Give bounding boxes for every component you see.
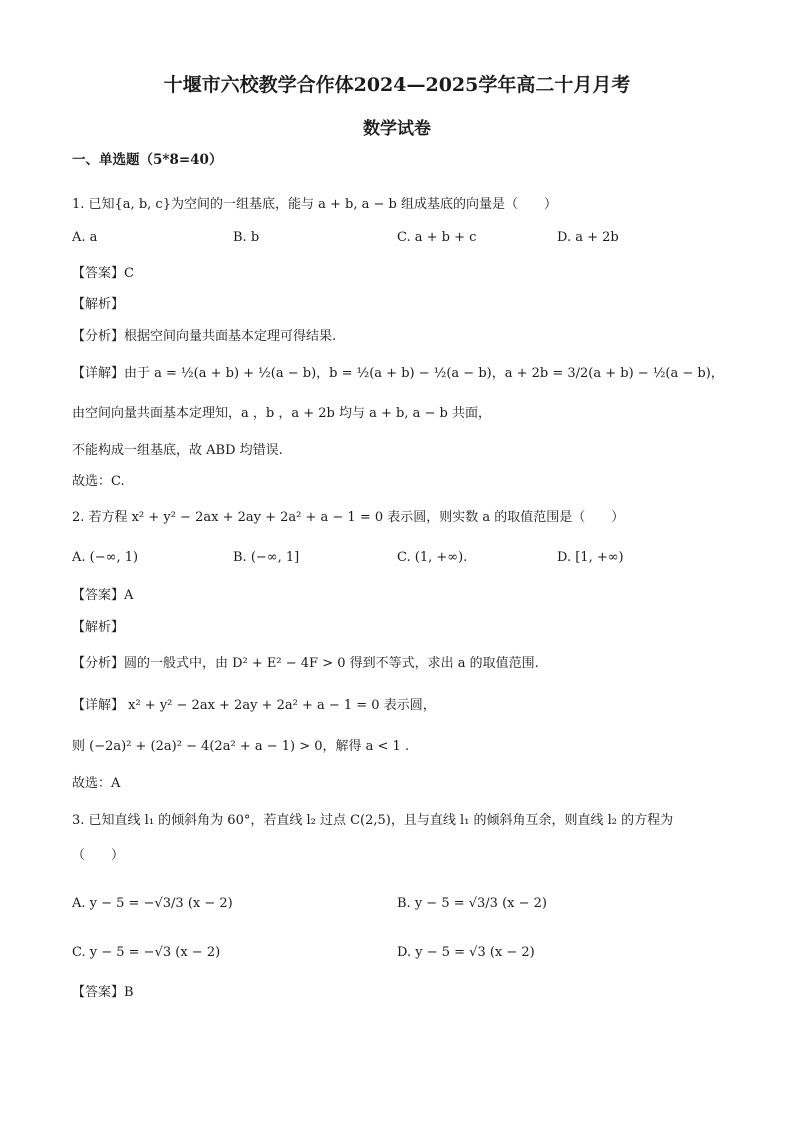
exam-subtitle: 数学试卷 — [363, 119, 431, 139]
q3-answer: 【答案】B — [72, 985, 134, 1000]
q3-option-d: D. y − 5 = √3 (x − 2) — [397, 945, 535, 960]
q3-stem-2: （ ） — [72, 848, 125, 863]
q1-choose: 故选：C. — [72, 474, 125, 489]
q2-answer: 【答案】A — [72, 588, 134, 603]
q1-detail-1: 【详解】由于 a = ½(a + b) + ½(a − b)，b = ½(a + b) − ½(a − b)，a + 2b = 3/2(a + b) − ½(a − b)， — [72, 366, 724, 381]
q2-choose: 故选：A — [72, 776, 121, 791]
q1-detail-3: 不能构成一组基底，故 ABD 均错误. — [72, 443, 283, 458]
q1-stem: 1. 已知{a, b, c}为空间的一组基底，能与 a + b, a − b 组成基底的向量是（ ） — [72, 197, 557, 212]
q1-option-c: C. a + b + c — [397, 230, 477, 245]
q3-option-c: C. y − 5 = −√3 (x − 2) — [72, 945, 221, 960]
q3-stem-1: 3. 已知直线 l₁ 的倾斜角为 60°，若直线 l₂ 过点 C(2,5)，且与直线 l₁ 的倾斜角互余，则直线 l₂ 的方程为 — [72, 813, 674, 828]
q2-option-a: A. (−∞, 1) — [72, 550, 139, 565]
q2-analysis-label: 【解析】 — [72, 620, 125, 635]
section-heading: 一、单选题（5*8=40） — [72, 152, 223, 168]
q1-detail-2: 由空间向量共面基本定理知，a ，b ，a + 2b 均与 a + b, a − b 共面， — [72, 406, 491, 421]
q1-option-b: B. b — [233, 230, 260, 245]
q2-option-b: B. (−∞, 1] — [233, 550, 300, 565]
q1-answer: 【答案】C — [72, 266, 134, 281]
q1-analysis-label: 【解析】 — [72, 297, 125, 312]
exam-title: 十堰市六校教学合作体2024—2025学年高二十月月考 — [163, 74, 631, 96]
q1-option-a: A. a — [72, 230, 98, 245]
q2-detail-1: 【详解】 x² + y² − 2ax + 2ay + 2a² + a − 1 = 0 表示圆， — [72, 698, 436, 713]
q3-option-b: B. y − 5 = √3/3 (x − 2) — [397, 896, 547, 911]
q1-fenxi: 【分析】根据空间向量共面基本定理可得结果. — [72, 329, 337, 344]
q1-option-d: D. a + 2b — [557, 230, 619, 245]
q2-option-c: C. (1, +∞). — [397, 550, 468, 565]
q3-option-a: A. y − 5 = −√3/3 (x − 2) — [72, 896, 233, 911]
q2-fenxi: 【分析】圆的一般式中，由 D² + E² − 4F > 0 得到不等式，求出 a 的取值范围. — [72, 656, 539, 671]
q2-detail-2: 则 (−2a)² + (2a)² − 4(2a² + a − 1) > 0，解得 a < 1 . — [72, 739, 410, 754]
q2-option-d: D. [1, +∞) — [557, 550, 624, 565]
q2-stem: 2. 若方程 x² + y² − 2ax + 2ay + 2a² + a − 1 = 0 表示圆，则实数 a 的取值范围是（ ） — [72, 510, 625, 525]
